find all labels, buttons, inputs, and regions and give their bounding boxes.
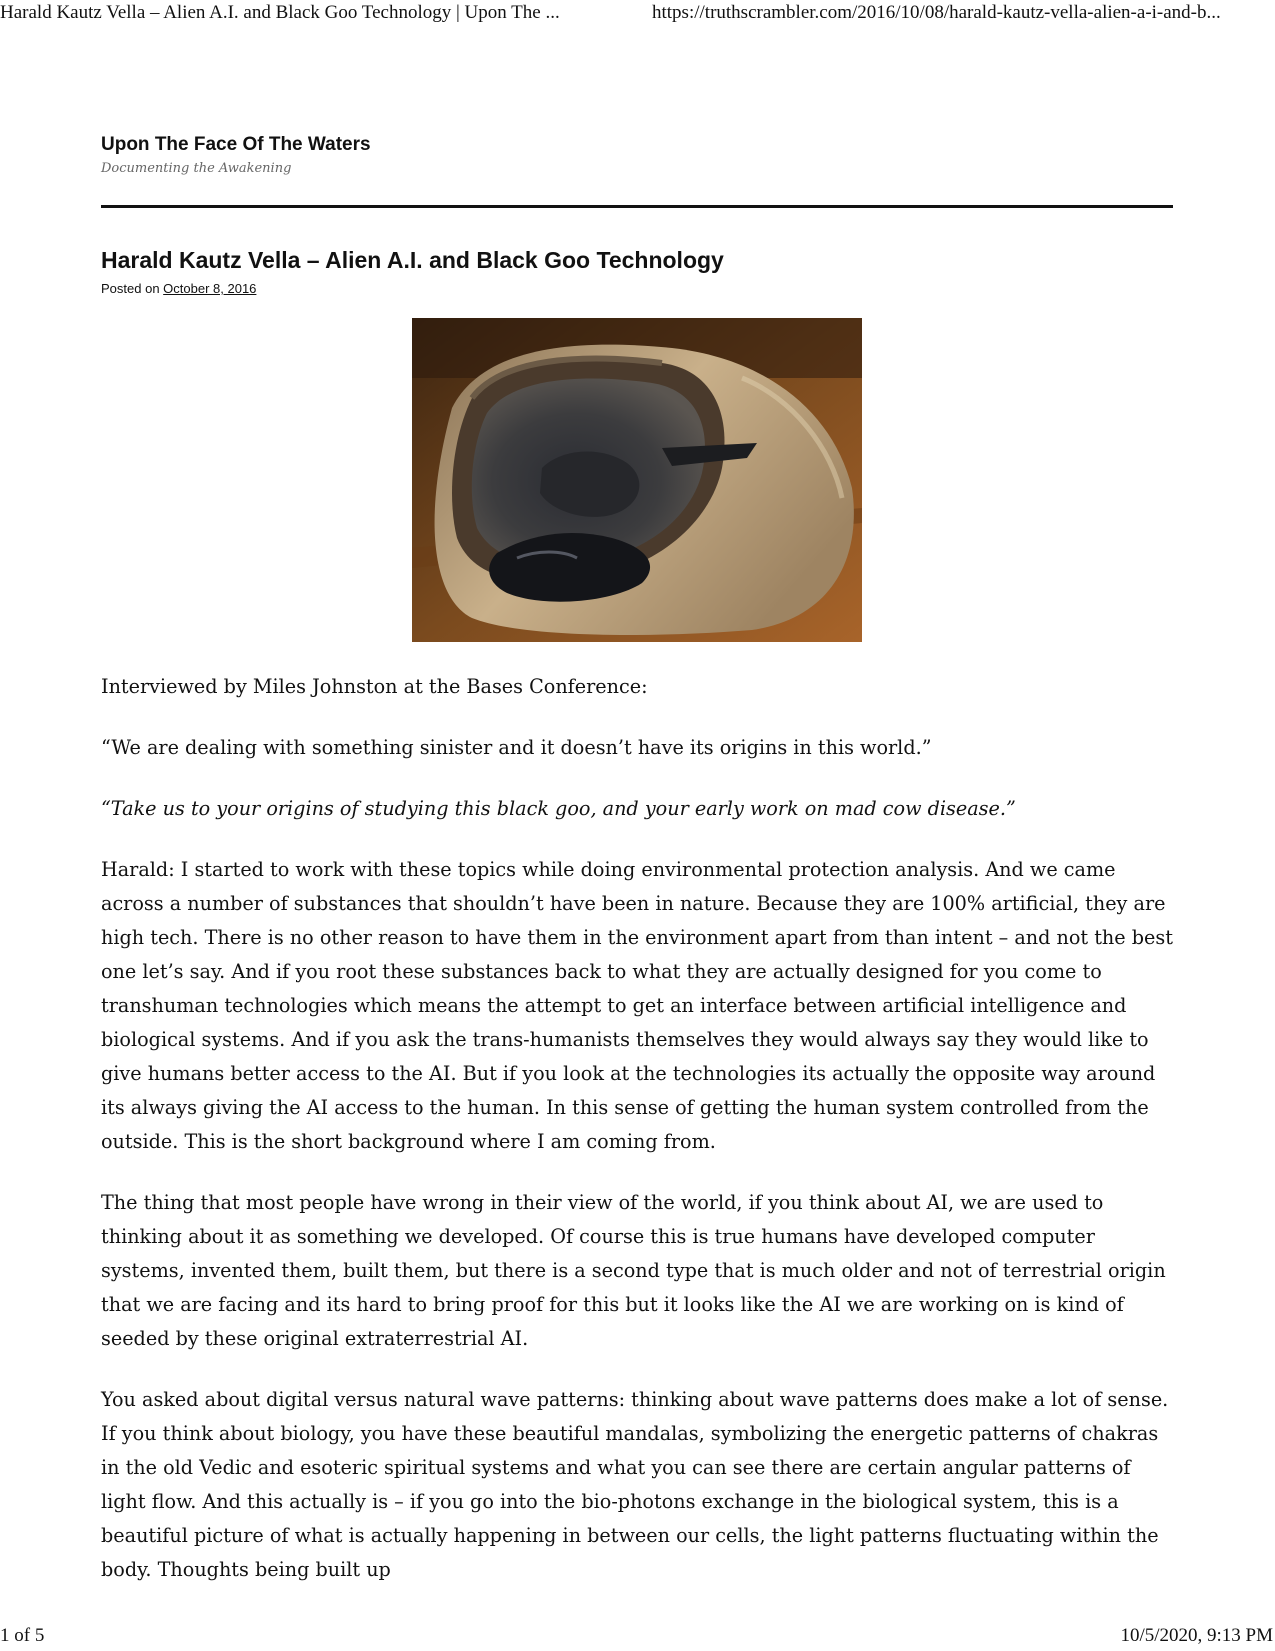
print-header — [0, 2, 1275, 26]
site-title[interactable]: Upon The Face Of The Waters — [101, 134, 371, 155]
post-featured-image — [412, 318, 862, 642]
site-tagline: Documenting the Awakening — [101, 161, 292, 176]
print-page-number: 1 of 5 — [0, 1625, 45, 1646]
paragraph-answer-2: The thing that most people have wrong in their view of the world, if you think about AI, we are used to thinking about it as something we developed. Of course this is true humans have developed computer systems, invented them, built them, but there is a second type that is much older and not of terrestrial origin that we are facing and its hard to bring proof for this but it looks like the AI we are working on is kind of seeded by these original extraterrestrial AI. — [101, 1191, 1166, 1350]
paragraph-answer-1: Harald: I started to work with these topics while doing environmental protection analysis. And we came across a number of substances that shouldn’t have been in nature. Because they are 100% artificial, they are high tech. There is no other reason to have them in the environment apart from than intent – and not the best one let’s say. And if you root these substances back to what they are actually designed for you come to transhuman technologies which means the attempt to get an interface between artificial intelligence and biological systems. And if you ask the trans-humanists themselves they would always say they would like to give humans better access to the AI. But if you look at the technologies its actually the opposite way around its always giving the AI access to the human. In this sense of getting the human system controlled from the outside. This is the short background where I am coming from. — [101, 858, 1173, 1153]
black-goo-vessel-illustration — [412, 318, 862, 642]
post-title: Harald Kautz Vella – Alien A.I. and Black Goo Technology — [101, 247, 724, 273]
print-footer — [0, 1623, 1275, 1647]
post-date-link[interactable]: October 8, 2016 — [163, 281, 257, 296]
print-page-url: https://truthscrambler.com/2016/10/08/harald-kautz-vella-alien-a-i-and-b... — [652, 2, 1221, 23]
post-meta — [101, 280, 256, 298]
print-datetime: 10/5/2020, 9:13 PM — [1120, 1625, 1273, 1646]
site-header — [101, 132, 1173, 178]
paragraph-question: “Take us to your origins of studying this black goo, and your early work on mad cow disease.” — [101, 797, 1016, 820]
header-divider — [101, 205, 1173, 208]
print-page-title: Harald Kautz Vella – Alien A.I. and Black Goo Technology | Upon The ... — [0, 2, 560, 23]
posted-on-label: Posted on — [101, 281, 160, 296]
post-content — [101, 670, 1173, 1614]
paragraph-intro: Interviewed by Miles Johnston at the Bases Conference: — [101, 675, 648, 698]
paragraph-answer-3: You asked about digital versus natural wave patterns: thinking about wave patterns does make a lot of sense. If you think about biology, you have these beautiful mandalas, symbolizing the energetic patterns of chakras in the old Vedic and esoteric spiritual systems and what you can see there are certain angular patterns of light flow. And this actually is – if you go into the bio-photons exchange in the biological system, this is a beautiful picture of what is actually happening in between our cells, the light patterns fluctuating within the body. Thoughts being built up — [101, 1388, 1169, 1581]
paragraph-quote: “We are dealing with something sinister and it doesn’t have its origins in this world.” — [101, 736, 932, 759]
